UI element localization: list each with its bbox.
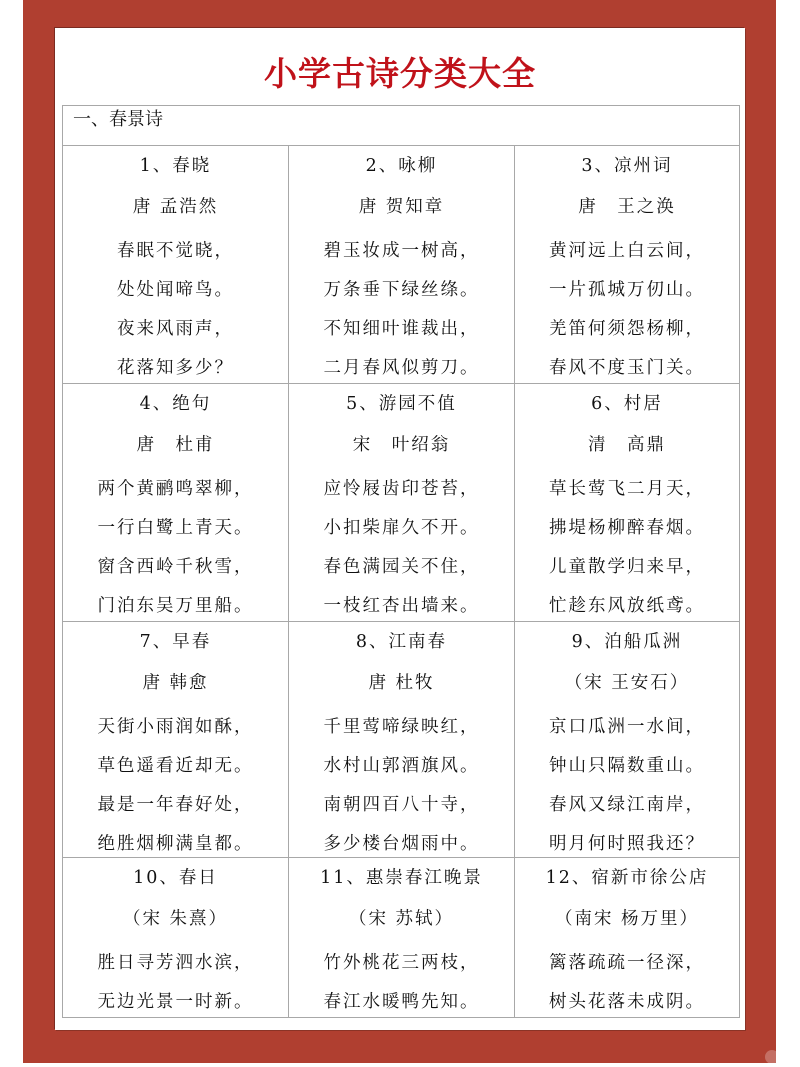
poem-line: 竹外桃花三两枝，	[323, 953, 480, 973]
poem-cell	[63, 622, 289, 858]
poem-line: 小扣柴扉久不开。	[323, 518, 480, 538]
poem-author: （南宋 杨万里）	[554, 909, 700, 929]
poem-title: 12、宿新市徐公店	[545, 868, 709, 888]
poem-line: 一行白鹭上青天。	[97, 518, 254, 538]
poem-line: 明月何时照我还？	[549, 834, 705, 854]
poem-author: （宋 王安石）	[564, 673, 690, 693]
poem-cell	[515, 146, 739, 384]
poem-line: 最是一年春好处，	[97, 795, 254, 815]
poem-line: 一枝红杏出墙来。	[323, 596, 480, 616]
poem-line: 门泊东吴万里船。	[97, 596, 254, 616]
poem-line: 羌笛何须怨杨柳，	[549, 319, 705, 339]
poem-line: 一片孤城万仞山。	[549, 280, 705, 300]
poem-line: 千里莺啼绿映红，	[323, 717, 480, 737]
poem-cell	[289, 146, 515, 384]
poem-line: 春眠不觉晓，	[117, 241, 234, 261]
poem-line: 儿童散学归来早，	[549, 557, 705, 577]
poem-line: 南朝四百八十寺，	[323, 795, 480, 815]
poem-title: 1、春晓	[139, 156, 212, 176]
poem-author: 清 高鼎	[588, 435, 666, 455]
poem-cell	[63, 384, 289, 622]
poem-title: 3、凉州词	[581, 156, 673, 176]
poem-author: 唐 韩愈	[142, 673, 209, 693]
poem-table	[62, 105, 740, 1018]
poem-line: 两个黄鹂鸣翠柳，	[97, 479, 254, 499]
poem-author: （宋 苏轼）	[348, 909, 455, 929]
poem-line: 胜日寻芳泗水滨，	[97, 953, 254, 973]
poem-line: 无边光景一时新。	[97, 992, 254, 1012]
poem-cell	[515, 622, 739, 858]
poem-line: 夜来风雨声，	[117, 319, 234, 339]
poem-title: 7、早春	[139, 632, 212, 652]
poem-cell	[289, 384, 515, 622]
poem-line: 草色遥看近却无。	[97, 756, 254, 776]
poem-author: 唐 贺知章	[358, 197, 445, 217]
poem-line: 水村山郭酒旗风。	[323, 756, 480, 776]
poem-line: 拂堤杨柳醉春烟。	[549, 518, 705, 538]
poem-title: 2、咏柳	[365, 156, 438, 176]
poem-line: 多少楼台烟雨中。	[323, 834, 480, 854]
poem-line: 春色满园关不住，	[323, 557, 480, 577]
poem-title: 4、绝句	[139, 394, 212, 414]
poem-title: 11、惠崇春江晚景	[320, 868, 483, 888]
poem-title: 10、春日	[133, 868, 218, 888]
poem-author: 唐 王之涣	[578, 197, 676, 217]
poem-line: 二月春风似剪刀。	[323, 358, 480, 378]
poem-line: 不知细叶谁裁出，	[323, 319, 480, 339]
poem-line: 万条垂下绿丝绦。	[323, 280, 480, 300]
poem-line: 忙趁东风放纸鸢。	[549, 596, 705, 616]
poem-title: 8、江南春	[355, 632, 448, 652]
poem-title: 9、泊船瓜洲	[571, 632, 683, 652]
poem-author: 唐 杜甫	[136, 435, 215, 455]
poem-line: 钟山只隔数重山。	[549, 756, 705, 776]
poem-line: 春风又绿江南岸，	[549, 795, 705, 815]
poem-title: 6、村居	[591, 394, 663, 414]
page-title: 小学古诗分类大全	[264, 54, 536, 93]
poem-author: （宋 朱熹）	[122, 909, 229, 929]
poem-line: 绝胜烟柳满皇都。	[97, 834, 254, 854]
poem-line: 处处闻啼鸟。	[117, 280, 234, 300]
poem-line: 碧玉妆成一树高，	[323, 241, 480, 261]
poem-line: 黄河远上白云间，	[549, 241, 705, 261]
section-heading: 一、春景诗	[63, 106, 739, 146]
watermark-icon	[765, 1050, 779, 1064]
poem-line: 春江水暖鸭先知。	[323, 992, 480, 1012]
poem-author: 唐 孟浩然	[132, 197, 219, 217]
poem-line: 树头花落未成阴。	[549, 992, 705, 1012]
poem-cell	[63, 858, 289, 1018]
poem-line: 窗含西岭千秋雪，	[97, 557, 254, 577]
poem-line: 花落知多少？	[117, 358, 234, 378]
poem-cell	[289, 622, 515, 858]
poem-author: 宋 叶绍翁	[352, 435, 451, 455]
poem-line: 篱落疏疏一径深，	[549, 953, 705, 973]
poem-cell	[289, 858, 515, 1018]
poem-line: 草长莺飞二月天，	[549, 479, 705, 499]
poem-cell	[515, 384, 739, 622]
poem-line: 春风不度玉门关。	[549, 358, 705, 378]
poem-line: 天街小雨润如酥，	[97, 717, 254, 737]
poem-line: 京口瓜洲一水间，	[549, 717, 705, 737]
poem-title: 5、游园不值	[346, 394, 457, 414]
poem-line: 应怜屐齿印苍苔，	[323, 479, 480, 499]
poem-cell	[515, 858, 739, 1018]
poem-author: 唐 杜牧	[368, 673, 435, 693]
poem-cell	[63, 146, 289, 384]
poem-grid	[63, 146, 739, 1018]
